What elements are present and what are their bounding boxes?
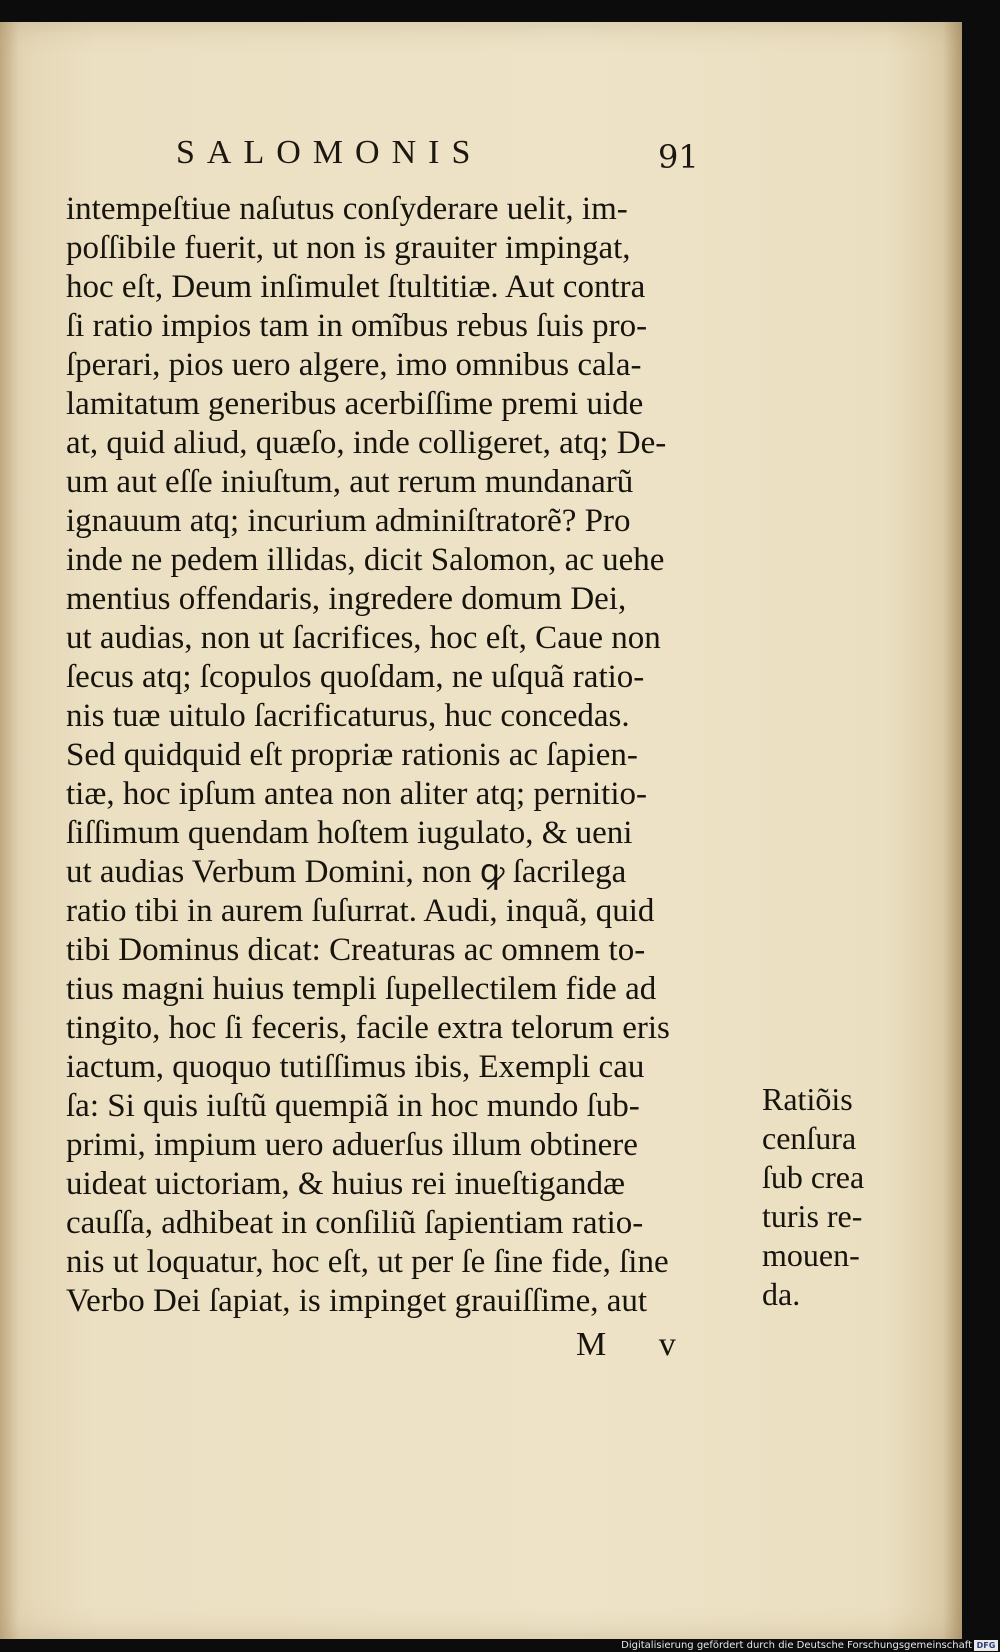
text-line: um aut eſſe iniuſtum, aut rerum mundanarũ xyxy=(66,464,634,500)
text-line: mentius offendaris, ingredere domum Dei, xyxy=(66,581,627,617)
signature-mark: M v xyxy=(576,1326,698,1363)
text-line: ſi ratio impios tam in omĩbus rebus ſuis pro- xyxy=(66,308,648,344)
text-line: nis ut loquatur, hoc eſt, ut per ſe ſine fide, ſine xyxy=(66,1244,669,1280)
text-line: tibi Dominus dicat: Creaturas ac omnem to- xyxy=(66,932,646,968)
page-header xyxy=(170,134,730,178)
text-line: primi, impium uero aduerſus illum obtinere xyxy=(66,1127,638,1163)
margin-note-line: turis re- xyxy=(762,1198,863,1234)
text-line: ratio tibi in aurem ſuſurrat. Audi, inquã, quid xyxy=(66,893,655,929)
text-line: cauſſa, adhibeat in conſiliũ ſapientiam ratio- xyxy=(66,1205,644,1241)
text-line: uideat uictoriam, & huius rei inueſtigandæ xyxy=(66,1166,626,1202)
text-line: ut audias, non ut ſacrifices, hoc eſt, Caue non xyxy=(66,620,661,656)
running-title: SALOMONIS xyxy=(176,134,483,171)
margin-note-line: ſub crea xyxy=(762,1159,865,1195)
text-line: at, quid aliud, quæſo, inde colligeret, atq; De- xyxy=(66,425,667,461)
margin-note-line: Ratiõis xyxy=(762,1081,853,1117)
text-line: lamitatum generibus acerbiſſime premi uide xyxy=(66,386,644,422)
main-text-block xyxy=(66,190,756,1321)
margin-note-line: mouen- xyxy=(762,1237,860,1273)
text-line: hoc eſt, Deum inſimulet ſtultitiæ. Aut contra xyxy=(66,269,646,305)
marginal-note xyxy=(762,1080,912,1314)
margin-note-line: cenſura xyxy=(762,1120,857,1156)
text-line: ſiſſimum quendam hoſtem iugulato, & ueni xyxy=(66,815,633,851)
text-line: intempeſtiue naſutus conſyderare uelit, im- xyxy=(66,191,628,227)
text-line: poſſibile fuerit, ut non is grauiter impingat, xyxy=(66,230,631,266)
text-line: inde ne pedem illidas, dicit Salomon, ac uehe xyxy=(66,542,665,578)
text-line: nis tuæ uitulo ſacrificaturus, huc concedas. xyxy=(66,698,630,734)
text-line: tingito, hoc ſi feceris, facile extra telorum eris xyxy=(66,1010,670,1046)
digitization-footer xyxy=(0,1639,1000,1652)
text-line: ut audias Verbum Domini, non ꝙ ſacrilega xyxy=(66,854,627,890)
text-line: iactum, quoquo tutiſſimus ibis, Exempli cau xyxy=(66,1049,645,1085)
page-number: 91 xyxy=(658,138,699,176)
dfg-logo-icon: DFG xyxy=(974,1640,998,1651)
text-line: Sed quidquid eſt propriæ rationis ac ſapien- xyxy=(66,737,638,773)
margin-note-line: da. xyxy=(762,1276,801,1312)
text-line: Verbo Dei ſapiat, is impinget grauiſſime, aut xyxy=(66,1283,648,1319)
text-line: ſperari, pios uero algere, imo omnibus cala- xyxy=(66,347,642,383)
text-line: tiæ, hoc ipſum antea non aliter atq; pernitio- xyxy=(66,776,648,812)
text-line: ſecus atq; ſcopulos quoſdam, ne uſquã ratio- xyxy=(66,659,645,695)
funding-credit: Digitalisierung gefördert durch die Deutsche Forschungsgemeinschaft xyxy=(621,1640,972,1651)
text-line: tius magni huius templi ſupellectilem fide ad xyxy=(66,971,657,1007)
text-line: ſa: Si quis iuſtũ quempiã in hoc mundo ſub- xyxy=(66,1088,640,1124)
text-line: ignauum atq; incurium adminiſtratorẽ? Pro xyxy=(66,503,631,539)
book-page xyxy=(0,22,962,1639)
